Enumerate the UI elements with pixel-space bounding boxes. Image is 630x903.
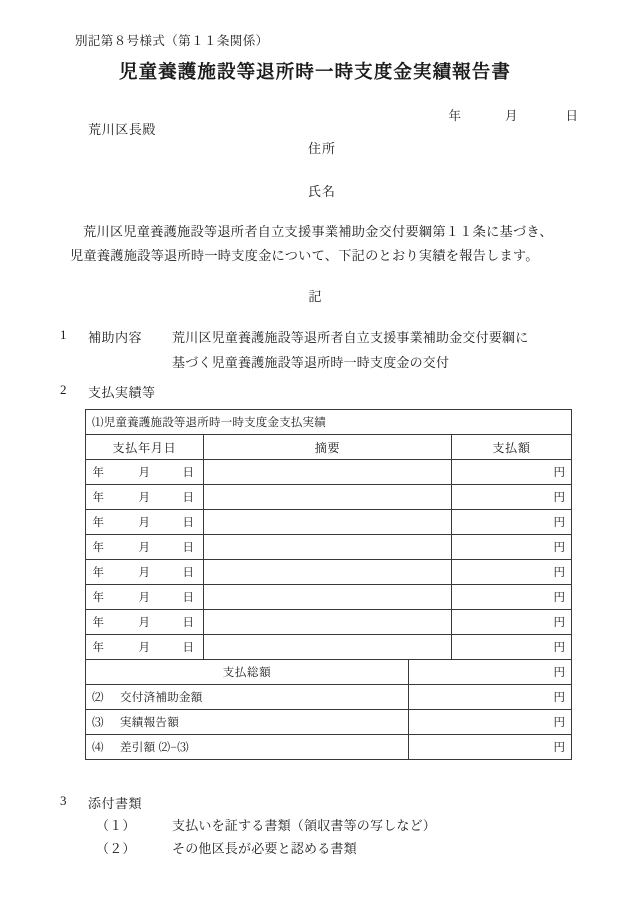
table-caption-row	[86, 410, 572, 435]
amount-cell[interactable]: 円	[452, 585, 572, 610]
row-year-label: 年	[92, 567, 104, 579]
total-amount-cell[interactable]: 円	[409, 660, 572, 685]
summary-label-granted-subsidy	[86, 685, 409, 710]
payment-date-cell[interactable]	[86, 585, 204, 610]
row-month-label: 月	[138, 542, 150, 554]
summary-amount-cell[interactable]: 円	[409, 735, 572, 760]
row-day-label: 日	[182, 592, 194, 604]
date-day-label: 日	[565, 109, 578, 123]
attachment-item-1	[96, 815, 436, 834]
row-month-label: 月	[138, 517, 150, 529]
row-month-label: 月	[138, 567, 150, 579]
description-cell[interactable]	[204, 535, 452, 560]
summary-number: ⑷	[92, 742, 104, 754]
amount-cell[interactable]: 円	[452, 485, 572, 510]
summary-text: 実績報告額	[120, 717, 179, 729]
date-year-label: 年	[448, 109, 461, 123]
payment-performance-table-wrapper	[85, 409, 571, 760]
section-2-number: 2	[60, 382, 67, 397]
description-cell[interactable]	[204, 460, 452, 485]
payment-date-cell[interactable]	[86, 460, 204, 485]
row-day-label: 日	[182, 542, 194, 554]
description-cell[interactable]	[204, 485, 452, 510]
row-month-label: 月	[138, 617, 150, 629]
column-header-description: 摘要	[204, 435, 452, 460]
date-month-label: 月	[504, 109, 518, 123]
total-label: 支払総額	[86, 660, 409, 685]
summary-number: ⑶	[92, 717, 104, 729]
row-year-label: 年	[92, 592, 104, 604]
row-month-label: 月	[138, 467, 150, 479]
section-1-label: 補助内容	[88, 330, 143, 345]
row-day-label: 日	[182, 567, 194, 579]
row-day-label: 日	[182, 617, 194, 629]
table-header-row	[86, 435, 572, 460]
row-day-label: 日	[182, 492, 194, 504]
table-row[interactable]	[86, 535, 572, 560]
payment-date-cell[interactable]	[86, 635, 204, 660]
table-row[interactable]	[86, 460, 572, 485]
total-row[interactable]	[86, 660, 572, 685]
row-month-label: 月	[138, 492, 150, 504]
row-year-label: 年	[92, 467, 104, 479]
description-cell[interactable]	[204, 635, 452, 660]
description-cell[interactable]	[204, 510, 452, 535]
attachment-item-2	[96, 838, 357, 857]
section-2-label: 支払実績等	[88, 385, 156, 400]
summary-row[interactable]	[86, 735, 572, 760]
amount-cell[interactable]: 円	[452, 610, 572, 635]
row-month-label: 月	[138, 592, 150, 604]
amount-cell[interactable]: 円	[452, 635, 572, 660]
summary-text: 差引額 ⑵−⑶	[120, 742, 189, 754]
column-header-payment-amount: 支払額	[452, 435, 572, 460]
row-day-label: 日	[182, 517, 194, 529]
body-paragraph	[70, 220, 566, 268]
amount-cell[interactable]: 円	[452, 560, 572, 585]
row-year-label: 年	[92, 492, 104, 504]
attachment-item-2-index: （２）	[96, 841, 136, 856]
ki-mark: 記	[308, 289, 322, 304]
page-title: 児童養護施設等退所時一時支度金実績報告書	[118, 61, 511, 82]
payment-performance-table	[85, 409, 572, 760]
summary-label-report-amount	[86, 710, 409, 735]
section-3-number: 3	[60, 793, 67, 808]
section-1-text-line-1: 荒川区児童養護施設等退所者自立支援事業補助金交付要綱に	[172, 330, 529, 345]
payment-date-cell[interactable]	[86, 535, 204, 560]
row-year-label: 年	[92, 642, 104, 654]
table-row[interactable]	[86, 610, 572, 635]
section-1-text-line-2: 基づく児童養護施設等退所時一時支度金の交付	[172, 355, 450, 370]
summary-number: ⑵	[92, 692, 104, 704]
row-day-label: 日	[182, 467, 194, 479]
summary-text: 交付済補助金額	[120, 692, 203, 704]
summary-row[interactable]	[86, 710, 572, 735]
table-row[interactable]	[86, 510, 572, 535]
column-header-payment-date: 支払年月日	[86, 435, 204, 460]
body-paragraph-line-1: 荒川区児童養護施設等退所者自立支援事業補助金交付要綱第１１条に基づき、	[83, 224, 553, 239]
table-row[interactable]	[86, 560, 572, 585]
table-caption: ⑴児童養護施設等退所時一時支度金支払実績	[86, 410, 572, 435]
description-cell[interactable]	[204, 585, 452, 610]
body-paragraph-line-2: 児童養護施設等退所時一時支度金について、下記のとおり実績を報告します。	[70, 248, 539, 263]
summary-amount-cell[interactable]: 円	[409, 710, 572, 735]
amount-cell[interactable]: 円	[452, 510, 572, 535]
row-month-label: 月	[138, 642, 150, 654]
payment-date-cell[interactable]	[86, 510, 204, 535]
payment-date-cell[interactable]	[86, 610, 204, 635]
row-year-label: 年	[92, 542, 104, 554]
name-field-label: 氏名	[308, 184, 337, 199]
section-1-number: 1	[60, 327, 67, 342]
amount-cell[interactable]: 円	[452, 460, 572, 485]
summary-amount-cell[interactable]: 円	[409, 685, 572, 710]
payment-date-cell[interactable]	[86, 560, 204, 585]
attachment-item-1-text: 支払いを証する書類（領収書等の写しなど）	[172, 818, 437, 833]
section-3-label: 添付書類	[88, 796, 143, 811]
attachment-item-1-index: （１）	[96, 818, 136, 833]
summary-label-difference	[86, 735, 409, 760]
description-cell[interactable]	[204, 560, 452, 585]
row-year-label: 年	[92, 517, 104, 529]
row-day-label: 日	[182, 642, 194, 654]
addressee: 荒川区長殿	[88, 122, 157, 137]
table-row[interactable]	[86, 585, 572, 610]
row-year-label: 年	[92, 617, 104, 629]
amount-cell[interactable]: 円	[452, 535, 572, 560]
date-line	[0, 91, 578, 139]
summary-row[interactable]	[86, 685, 572, 710]
address-field-label: 住所	[308, 141, 337, 156]
table-row[interactable]	[86, 635, 572, 660]
description-cell[interactable]	[204, 610, 452, 635]
table-row[interactable]	[86, 485, 572, 510]
payment-date-cell[interactable]	[86, 485, 204, 510]
form-number: 別記第８号様式（第１１条関係）	[75, 34, 269, 48]
attachment-item-2-text: その他区長が必要と認める書類	[172, 841, 357, 856]
